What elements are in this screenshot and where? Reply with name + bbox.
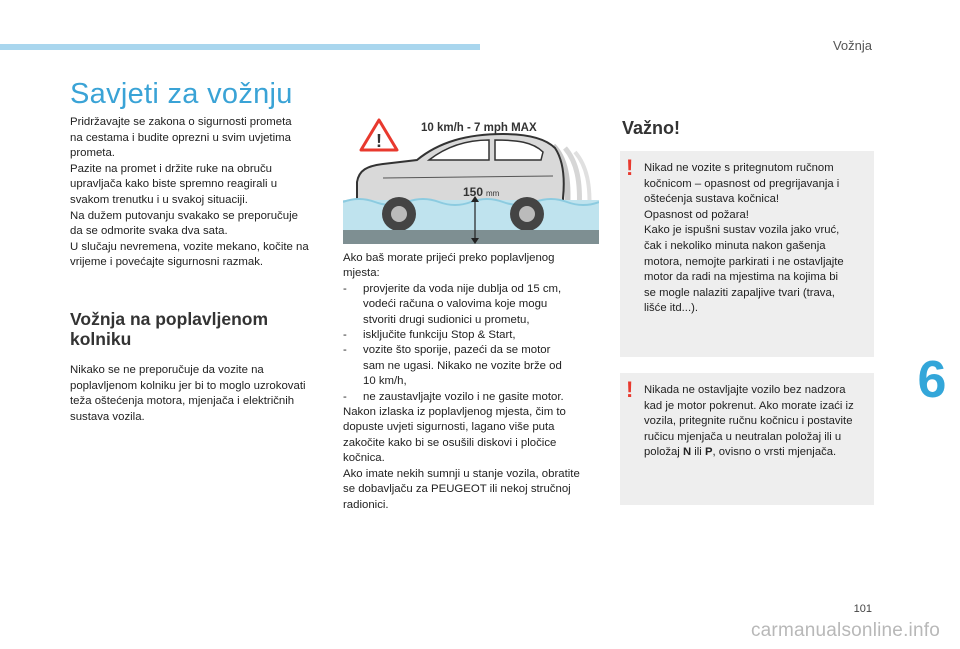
text-line: Pazite na promet i držite ruke na obruču	[70, 162, 272, 175]
gear-p: P	[704, 446, 713, 459]
exclamation-icon: !	[626, 155, 634, 180]
text-line: Opasnost od požara!	[644, 208, 749, 221]
watermark: carmanualsonline.info	[750, 620, 940, 641]
text-line: se mogle nalaziti zapaljive tvari (trava,	[644, 286, 835, 299]
text-line: na cestama i budite oprezni u svim uvjetima	[70, 131, 291, 144]
road-surface	[343, 230, 599, 244]
bullet-dash: -	[343, 282, 347, 295]
text-line: upravljača kako biste spremno reagirali u	[70, 178, 278, 191]
warning-note-unattended	[620, 373, 874, 505]
text-line: kad je motor pokrenut. Ako morate izaći iz	[644, 399, 854, 412]
text-line: položaj	[644, 446, 683, 459]
text-line: se dobavljaču za PEUGEOT ili nekoj stručnoj	[343, 483, 571, 496]
flooded-road-heading	[70, 309, 325, 349]
text-line: stvoriti drugi sudionici u prometu,	[363, 313, 530, 326]
text-line: vozite što sporije, pazeći da se motor	[363, 344, 551, 357]
list-item-text	[363, 343, 562, 389]
list-item	[343, 390, 599, 405]
text-line: oštećenja sustava kočnica!	[644, 193, 780, 206]
text-line: prometa.	[70, 147, 115, 160]
wheel-rim	[519, 206, 535, 222]
text-line: U slučaju nevremena, vozite mekano, kočite na	[70, 240, 309, 253]
text-line: Kako je ispušni sustav vozila jako vruć,	[644, 224, 840, 237]
text-line: ručicu mjenjača u neutralan položaj ili u	[644, 430, 842, 443]
text-line: Nikada ne ostavljajte vozilo bez nadzora	[644, 384, 846, 396]
text-line: lišće itd...).	[644, 302, 698, 315]
text-line: da se odmorite svaka dva sata.	[70, 225, 228, 238]
depth-value: 150	[463, 185, 484, 199]
important-heading: Važno!	[622, 118, 681, 138]
left-column	[70, 78, 325, 425]
text-line: poplavljenom kolniku jer bi to moglo uzrokovati	[70, 379, 306, 392]
text-line: teža oštećenja motora, mjenjača i električnih	[70, 395, 295, 408]
text-line: , ovisno o vrsti mjenjača.	[712, 446, 837, 459]
text-line: Nakon izlaska iz poplavljenog mjesta, čim to	[343, 406, 566, 419]
text-line: svakom trenutku i u svakoj situaciji.	[70, 193, 248, 206]
text-line: motora, nemojte parkirati i ne ostavljajte	[644, 255, 844, 268]
warning-note-handbrake	[620, 151, 874, 357]
list-item-text	[363, 282, 561, 328]
exclamation-icon: !	[626, 377, 634, 402]
intro-paragraph	[70, 115, 325, 271]
wheel-rim	[391, 206, 407, 222]
text-line: motor da radi na mjestima na kojima bi	[644, 271, 839, 284]
text-line: ne zaustavljajte vozilo i ne gasite motor.	[363, 390, 564, 403]
section-title: Vožnja	[832, 38, 872, 53]
bullet-dash: -	[343, 344, 347, 357]
list-item	[343, 282, 599, 328]
text-line: čak i nekoliko minuta nakon gašenja	[644, 239, 826, 252]
warning-mark: !	[376, 131, 382, 151]
list-item	[343, 343, 599, 389]
text-line: radionici.	[343, 498, 389, 511]
chapter-number: 6	[917, 351, 947, 409]
gear-n: N	[682, 446, 692, 459]
header-bar	[0, 44, 480, 50]
page-number: 101	[853, 603, 872, 615]
text-line: dopuste uvjeti sigurnosti, lagano više puta	[343, 421, 555, 434]
text-line: sustava vozila.	[70, 410, 145, 423]
car-in-water-drawing	[343, 118, 599, 246]
bullet-dash: -	[343, 329, 347, 342]
page-title: Savjeti za vožnju	[70, 78, 293, 110]
heading-line: Vožnja na poplavljenom	[70, 308, 269, 329]
text-line: Nikad ne vozite s pritegnutom ručnom	[644, 162, 834, 174]
text-line: sam ne ugasi. Nikako ne vozite brže od	[363, 359, 562, 372]
chapter-tab	[904, 340, 960, 420]
flooded-road-instructions	[343, 251, 599, 513]
text-line: vrijeme i povećajte sigurnosni razmak.	[70, 256, 264, 269]
bullet-dash: -	[343, 390, 347, 403]
text-line: kočnicom – opasnost od pregrijavanja i	[644, 177, 840, 190]
text-line: kočnica.	[343, 452, 385, 465]
text-line: zakočite kako bi se osušili diskovi i pločice	[343, 436, 557, 449]
text-line: Pridržavajte se zakona o sigurnosti prometa	[70, 116, 292, 128]
list-item	[343, 328, 599, 343]
text-line: vozila, pritegnite ručnu kočnicu i postavite	[644, 415, 853, 428]
text-line: provjerite da voda nije dublja od 15 cm,	[363, 282, 562, 295]
text-line: mjesta:	[343, 267, 380, 280]
depth-unit: mm	[486, 189, 500, 198]
right-column	[620, 118, 874, 505]
text-line: Nikako se ne preporučuje da vozite na	[70, 363, 264, 376]
text-line: isključite funkciju Stop & Start,	[363, 329, 516, 342]
text-line: Na dužem putovanju svakako se preporučuje	[70, 209, 298, 222]
text-line: 10 km/h,	[363, 375, 407, 388]
flooded-road-paragraph	[70, 363, 325, 425]
text-line: Ako baš morate prijeći preko poplavljenog	[343, 252, 555, 264]
middle-column	[343, 118, 599, 513]
text-line: ili	[691, 446, 705, 459]
heading-line: kolniku	[70, 328, 132, 349]
flooded-road-illustration	[343, 118, 599, 246]
speed-limit-label: 10 km/h - 7 mph MAX	[421, 122, 537, 134]
text-line: Ako imate nekih sumnji u stanje vozila, obratite	[343, 467, 580, 480]
text-line: vodeći računa o valovima koje mogu	[363, 298, 548, 311]
